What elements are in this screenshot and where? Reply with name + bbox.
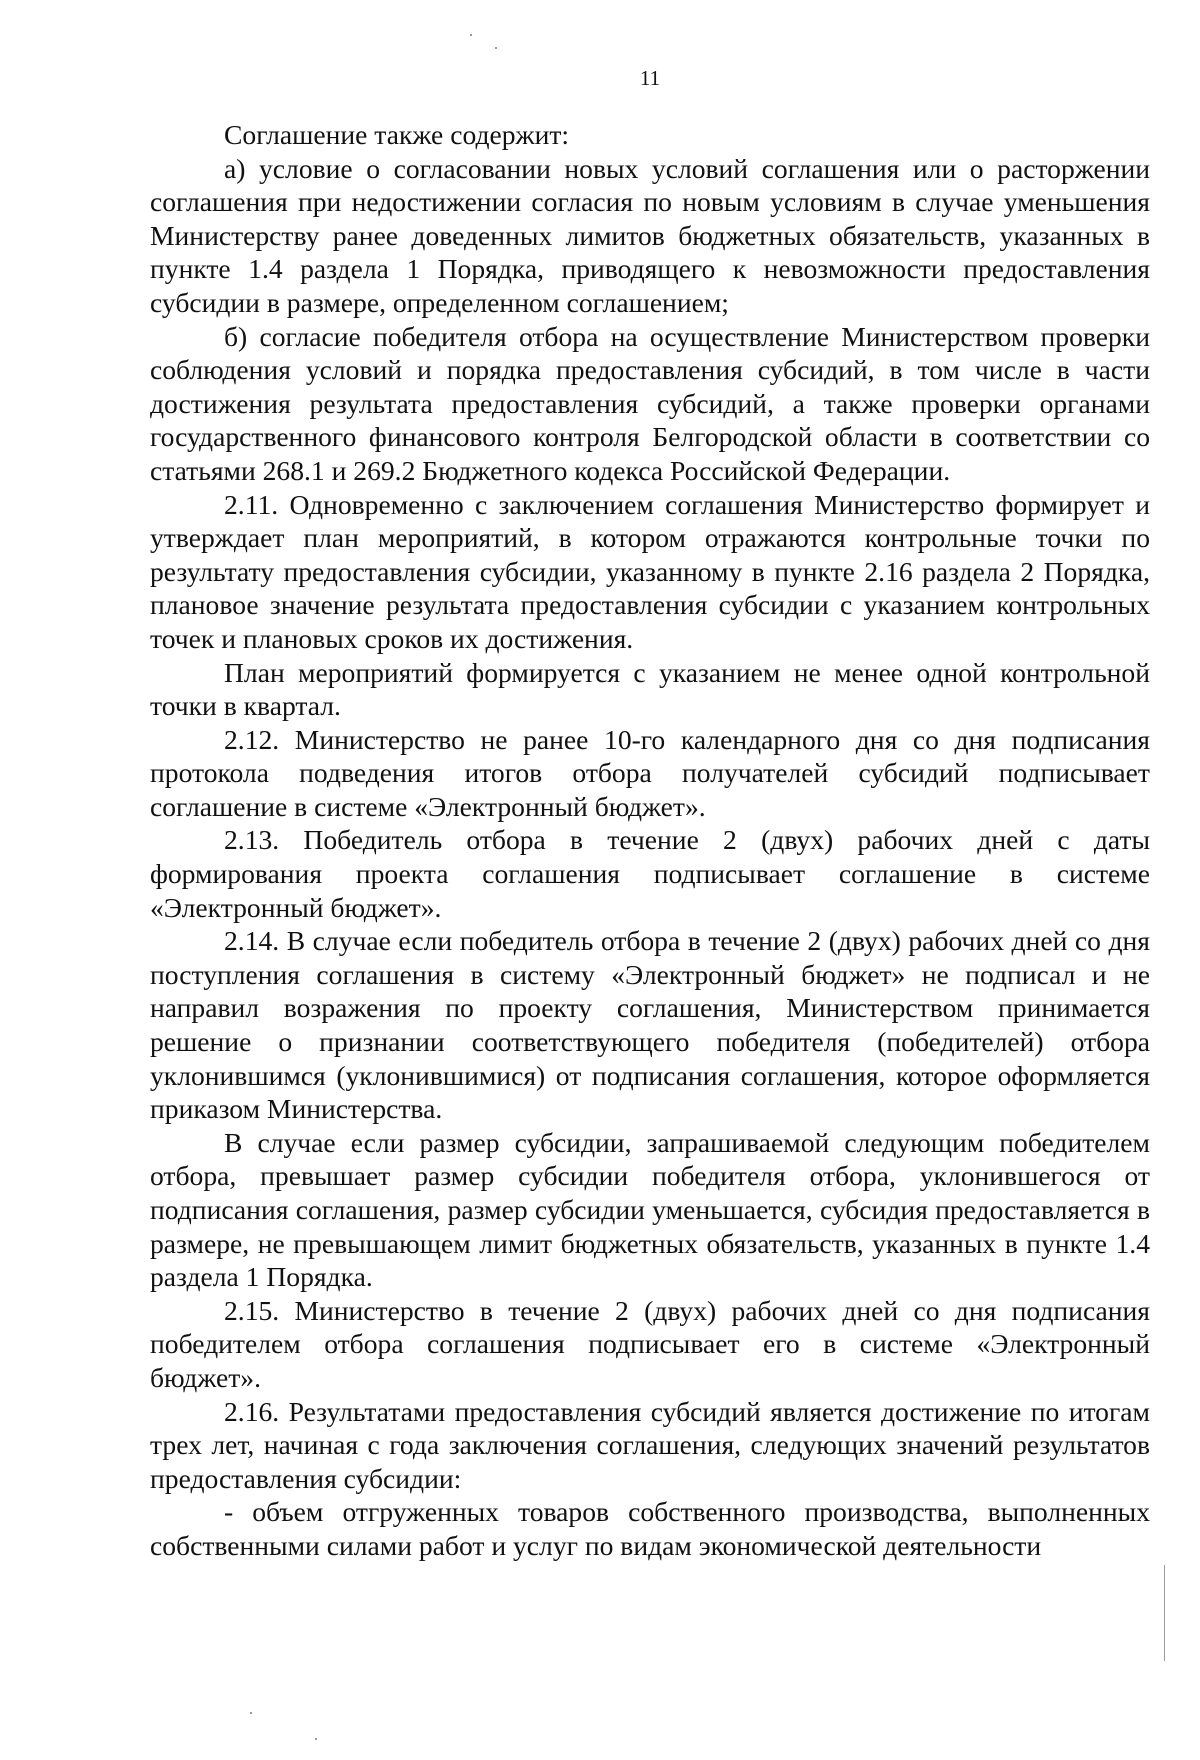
scan-edge-line [1164, 1565, 1165, 1661]
paragraph-shipped-volume: - объем отгруженных товаров собственного производства, выполненных собственными силами работ и услуг по видам экономической деятельности [150, 1496, 1150, 1561]
paragraph-intro: Соглашение также содержит: [224, 119, 570, 150]
paragraph-2-14: 2.14. В случае если победитель отбора в течение 2 (двух) рабочих дней со дня поступления соглашения в систему «Электронный бюджет» не подписал и не направил возражения по проекту соглашения, Министерством принимается решение о признании соответствующего победителя (победителей) отбора уклонившимся (уклонившимися) от подписания соглашения, которое оформляется приказом Министерства. [150, 925, 1150, 1125]
paragraph-2-16: 2.16. Результатами предоставления субсидий является достижение по итогам трех лет, начиная с года заключения соглашения, следующих значений результатов предоставления субсидии: [150, 1395, 1150, 1494]
scan-dot [495, 47, 497, 49]
paragraph-2-15: 2.15. Министерство в течение 2 (двух) рабочих дней со дня подписания победителем отбора соглашения подписывает его в системе «Электронный бюджет». [150, 1294, 1150, 1393]
paragraph-subsidy-size: В случае если размер субсидии, запрашиваемой следующим победителем отбора, превышает размер субсидии победителя отбора, уклонившегося от подписания соглашения, размер субсидии уменьшается, субсидия предоставляется в размере, не превышающем лимит бюджетных обязательств, указанных в пункте 1.4 раздела 1 Порядка. [150, 1126, 1150, 1293]
scan-dot [250, 1712, 252, 1714]
paragraph-action-plan: План мероприятий формируется с указанием не менее одной контрольной точки в квартал. [150, 656, 1150, 722]
page-number: 11 [639, 66, 661, 90]
scan-dot [470, 34, 472, 36]
paragraph-2-11: 2.11. Одновременно с заключением соглашения Министерство формирует и утверждает план мероприятий, в котором отражаются контрольные точки по результату предоставления субсидии, указанному в пункте 2.16 раздела 2 Порядка, плановое значение результата предоставления субсидии с указанием контрольных точек и плановых сроков их достижения. [150, 488, 1150, 654]
paragraph-item-b: б) согласие победителя отбора на осуществление Министерством проверки соблюдения условий и порядка предоставления субсидий, в том числе в части достижения результата предоставления субсидий, а также проверки органами государственного финансового контроля Белгородской области в соответствии со статьями 268.1 и 269.2 Бюджетного кодекса Российской Федерации. [150, 320, 1150, 486]
scan-dot [315, 1738, 317, 1740]
paragraph-item-a: а) условие о согласовании новых условий соглашения или о расторжении соглашения при недостижении согласия по новым условиям в случае уменьшения Министерству ранее доведенных лимитов бюджетных обязательств, указанных в пункте 1.4 раздела 1 Порядка, приводящего к невозможности предоставления субсидии в размере, определенном соглашением; [150, 152, 1150, 318]
document-body [150, 118, 1150, 1563]
paragraph-2-13: 2.13. Победитель отбора в течение 2 (двух) рабочих дней с даты формирования проекта соглашения подписывает соглашение в системе «Электронный бюджет». [150, 824, 1150, 923]
paragraph-2-12: 2.12. Министерство не ранее 10-го календарного дня со дня подписания протокола подведения итогов отбора получателей субсидий подписывает соглашение в системе «Электронный бюджет». [150, 723, 1150, 822]
